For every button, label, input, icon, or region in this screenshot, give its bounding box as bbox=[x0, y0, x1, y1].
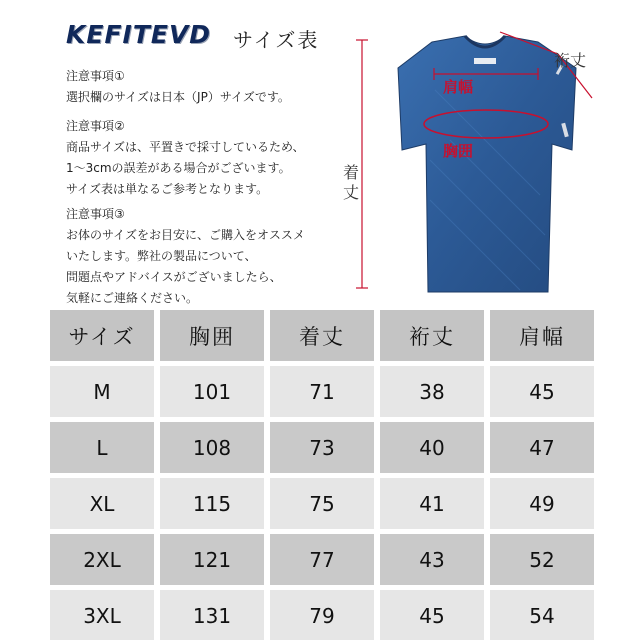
table-cell: 45 bbox=[490, 366, 594, 417]
table-cell: 108 bbox=[160, 422, 264, 473]
note-line: 問題点やアドバイスがございましたら、 bbox=[66, 270, 282, 284]
note-3 bbox=[66, 204, 305, 309]
table-cell: 40 bbox=[380, 422, 484, 473]
length-label-top: 着 bbox=[343, 163, 360, 182]
table-header: 着丈 bbox=[270, 310, 374, 361]
table-cell: 75 bbox=[270, 478, 374, 529]
note-line: 1～3cmの誤差がある場合がございます。 bbox=[66, 161, 291, 175]
chest-label: 胸囲 bbox=[443, 142, 474, 160]
table-cell: 38 bbox=[380, 366, 484, 417]
note-line: サイズ表は単なるご参考となります。 bbox=[66, 182, 269, 196]
table-cell: 41 bbox=[380, 478, 484, 529]
note-line: いたします。弊社の製品について、 bbox=[66, 249, 257, 263]
table-cell: 115 bbox=[160, 478, 264, 529]
note-title: 注意事項③ bbox=[66, 207, 125, 221]
table-row bbox=[50, 590, 594, 640]
table-cell: 121 bbox=[160, 534, 264, 585]
table-cell: 45 bbox=[380, 590, 484, 640]
note-1 bbox=[66, 66, 290, 108]
table-row bbox=[50, 478, 594, 529]
table-cell-size: 3XL bbox=[50, 590, 154, 640]
table-cell: 79 bbox=[270, 590, 374, 640]
table-header-row bbox=[50, 310, 594, 361]
table-header: 胸囲 bbox=[160, 310, 264, 361]
table-cell: 49 bbox=[490, 478, 594, 529]
sleeve-label: 裄丈 bbox=[554, 51, 587, 70]
table-cell: 54 bbox=[490, 590, 594, 640]
tshirt-figure bbox=[340, 30, 640, 300]
table-cell: 101 bbox=[160, 366, 264, 417]
table-row bbox=[50, 422, 594, 473]
table-cell: 71 bbox=[270, 366, 374, 417]
brand-logo: KEFITEVD bbox=[66, 20, 212, 49]
length-label-bottom: 丈 bbox=[343, 183, 360, 202]
table-cell-size: L bbox=[50, 422, 154, 473]
table-cell: 77 bbox=[270, 534, 374, 585]
table-cell: 52 bbox=[490, 534, 594, 585]
note-title: 注意事項② bbox=[66, 119, 125, 133]
table-cell-size: M bbox=[50, 366, 154, 417]
note-2 bbox=[66, 116, 305, 200]
table-row bbox=[50, 534, 594, 585]
table-cell-size: 2XL bbox=[50, 534, 154, 585]
table-cell: 73 bbox=[270, 422, 374, 473]
table-row bbox=[50, 366, 594, 417]
page-title: サイズ表 bbox=[233, 28, 320, 52]
table-cell: 47 bbox=[490, 422, 594, 473]
table-header: 肩幅 bbox=[490, 310, 594, 361]
note-line: お体のサイズをお目安に、ご購入をオススメ bbox=[66, 228, 305, 242]
table-cell-size: XL bbox=[50, 478, 154, 529]
note-line: 気軽にご連絡ください。 bbox=[66, 291, 199, 305]
size-table bbox=[50, 310, 594, 640]
tshirt-illustration bbox=[340, 30, 640, 300]
table-header: サイズ bbox=[50, 310, 154, 361]
note-line: 選択欄のサイズは日本（JP）サイズです。 bbox=[66, 90, 290, 104]
note-title: 注意事項① bbox=[66, 69, 125, 83]
table-cell: 131 bbox=[160, 590, 264, 640]
table-header: 裄丈 bbox=[380, 310, 484, 361]
note-line: 商品サイズは、平置きで採寸しているため、 bbox=[66, 140, 305, 154]
shoulder-label: 肩幅 bbox=[443, 78, 474, 96]
table-cell: 43 bbox=[380, 534, 484, 585]
